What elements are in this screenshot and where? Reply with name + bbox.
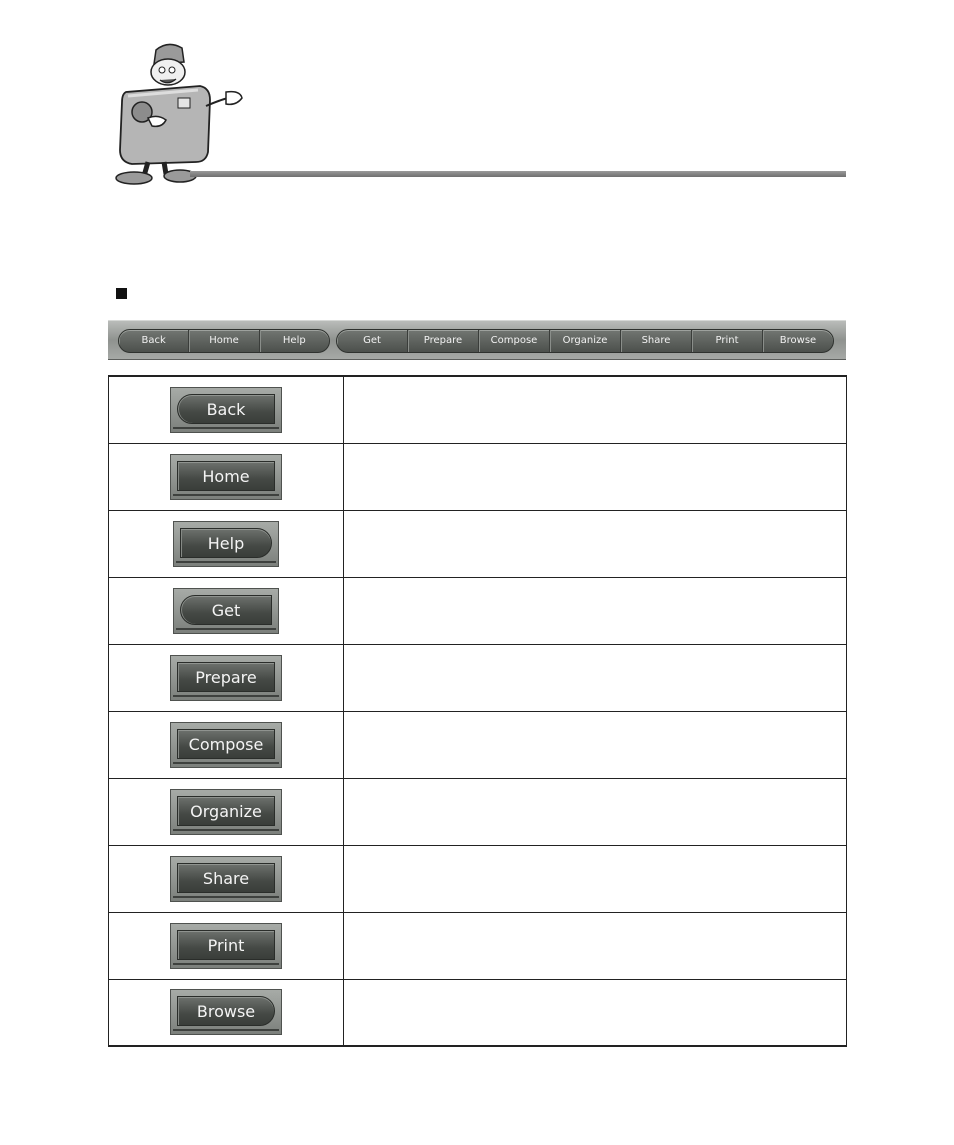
description-cell xyxy=(344,711,847,778)
compose-button[interactable] xyxy=(170,722,282,768)
header-rule xyxy=(190,171,846,177)
home-button[interactable] xyxy=(170,454,282,500)
toolbar-print-button[interactable]: Print xyxy=(692,330,763,352)
help-button[interactable] xyxy=(173,521,279,567)
toolbar-prepare-button[interactable]: Prepare xyxy=(408,330,479,352)
prepare-button[interactable] xyxy=(170,655,282,701)
button-label: Back xyxy=(177,394,275,424)
square-bullet-icon xyxy=(116,288,127,299)
button-label: Prepare xyxy=(177,662,275,692)
button-label: Get xyxy=(180,595,272,625)
button-label: Browse xyxy=(177,996,275,1026)
share-button[interactable] xyxy=(170,856,282,902)
table-row xyxy=(109,845,847,912)
table-row xyxy=(109,376,847,443)
button-cell xyxy=(109,979,344,1046)
description-cell xyxy=(344,376,847,443)
toolbar-browse-button[interactable]: Browse xyxy=(763,330,833,352)
description-cell xyxy=(344,979,847,1046)
button-cell xyxy=(109,577,344,644)
table-row xyxy=(109,644,847,711)
button-label: Share xyxy=(177,863,275,893)
button-cell xyxy=(109,443,344,510)
button-cell xyxy=(109,510,344,577)
table-row xyxy=(109,912,847,979)
description-cell xyxy=(344,912,847,979)
toolbar xyxy=(108,320,846,360)
table-row xyxy=(109,711,847,778)
button-cell xyxy=(109,778,344,845)
camera-mascot-icon xyxy=(108,40,248,185)
table-row xyxy=(109,443,847,510)
browse-button[interactable] xyxy=(170,989,282,1035)
button-cell xyxy=(109,711,344,778)
button-cell xyxy=(109,644,344,711)
toolbar-compose-button[interactable]: Compose xyxy=(479,330,550,352)
button-label: Compose xyxy=(177,729,275,759)
description-cell xyxy=(344,510,847,577)
description-cell xyxy=(344,577,847,644)
description-cell xyxy=(344,644,847,711)
table-row xyxy=(109,979,847,1046)
print-button[interactable] xyxy=(170,923,282,969)
table-row xyxy=(109,577,847,644)
button-cell xyxy=(109,845,344,912)
description-cell xyxy=(344,778,847,845)
toolbar-share-button[interactable]: Share xyxy=(621,330,692,352)
description-cell xyxy=(344,443,847,510)
button-label: Organize xyxy=(177,796,275,826)
get-button[interactable] xyxy=(173,588,279,634)
button-cell xyxy=(109,912,344,979)
toolbar-get-button[interactable]: Get xyxy=(337,330,408,352)
toolbar-group-tasks xyxy=(336,329,834,353)
description-cell xyxy=(344,845,847,912)
toolbar-group-navigation xyxy=(118,329,330,353)
table-row xyxy=(109,778,847,845)
toolbar-back-button[interactable]: Back xyxy=(119,330,189,352)
table-row xyxy=(109,510,847,577)
button-label: Home xyxy=(177,461,275,491)
toolbar-help-button[interactable]: Help xyxy=(260,330,329,352)
toolbar-organize-button[interactable]: Organize xyxy=(550,330,621,352)
button-label: Print xyxy=(177,930,275,960)
toolbar-home-button[interactable]: Home xyxy=(189,330,259,352)
button-table xyxy=(108,375,847,1047)
back-button[interactable] xyxy=(170,387,282,433)
button-cell xyxy=(109,376,344,443)
organize-button[interactable] xyxy=(170,789,282,835)
button-label: Help xyxy=(180,528,272,558)
